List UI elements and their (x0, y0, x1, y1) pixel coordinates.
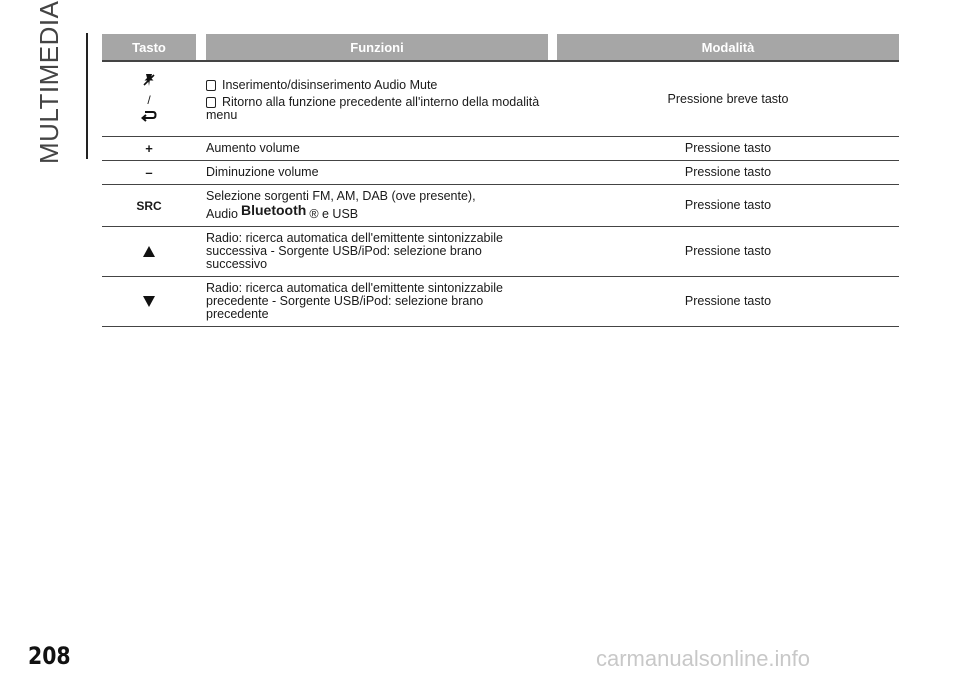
table-row (102, 161, 899, 185)
function-text: Radio: ricerca automatica dell'emittente sintonizzabile (206, 281, 503, 295)
mode-cell: Pressione tasto (684, 294, 772, 308)
side-rule (86, 33, 88, 159)
page-number: 208 (28, 642, 71, 670)
key-minus: – (145, 164, 153, 180)
function-cell (206, 277, 548, 326)
function-text: Inserimento/disinserimento Audio Mute (222, 77, 438, 92)
return-icon (141, 110, 157, 125)
bluetooth-wordmark: Bluetooth (240, 202, 307, 218)
watermark: carmanualsonline.info (596, 646, 811, 671)
table-row (102, 227, 899, 277)
table-row (102, 185, 899, 227)
function-cell: Aumento volume (206, 141, 300, 155)
header-funzioni: Funzioni (206, 34, 548, 60)
function-cell (206, 185, 548, 226)
mode-cell: Pressione tasto (684, 198, 772, 212)
function-cell: Diminuzione volume (206, 165, 319, 179)
table-row (102, 137, 899, 161)
function-cell (206, 62, 548, 136)
mute-icon (143, 73, 155, 90)
key-plus: + (145, 140, 153, 156)
function-text: precedente (206, 307, 269, 321)
table-row (102, 62, 899, 137)
key-cell (102, 277, 196, 326)
mode-cell: Pressione tasto (684, 141, 772, 155)
header-modalita: Modalità (557, 34, 899, 60)
mode-cell: Pressione tasto (684, 165, 772, 179)
header-tasto: Tasto (102, 34, 196, 60)
section-side-label: MULTIMEDIA (34, 0, 64, 164)
function-text: Audio (206, 207, 238, 221)
key-cell (102, 62, 196, 136)
function-text: Selezione sorgenti FM, AM, DAB (ove presente), (206, 189, 476, 203)
table-header (102, 34, 899, 60)
function-text: menu (206, 107, 238, 122)
function-text: Ritorno alla funzione precedente all'interno della modalità (222, 94, 540, 109)
triangle-down-icon (143, 296, 155, 307)
function-text-line2 (206, 202, 548, 221)
checkbox-bullet-icon (206, 80, 216, 91)
function-text: precedente - Sorgente USB/iPod: selezione brano (206, 294, 484, 308)
mode-cell: Pressione breve tasto (667, 91, 789, 106)
list-item (206, 79, 548, 92)
key-src: SRC (136, 198, 162, 213)
function-text: Radio: ricerca automatica dell'emittente sintonizzabile (206, 231, 503, 245)
list-item (206, 96, 548, 109)
mode-cell: Pressione tasto (684, 244, 772, 258)
key-separator: / (147, 93, 151, 107)
triangle-up-icon (143, 246, 155, 257)
controls-table (102, 34, 899, 327)
checkbox-bullet-icon (206, 97, 216, 108)
key-cell (102, 227, 196, 276)
function-cell (206, 227, 548, 276)
table-row (102, 277, 899, 327)
function-text: successivo (206, 257, 268, 271)
function-text: ® e USB (309, 207, 359, 221)
function-text: successiva - Sorgente USB/iPod: selezione brano (206, 244, 482, 258)
